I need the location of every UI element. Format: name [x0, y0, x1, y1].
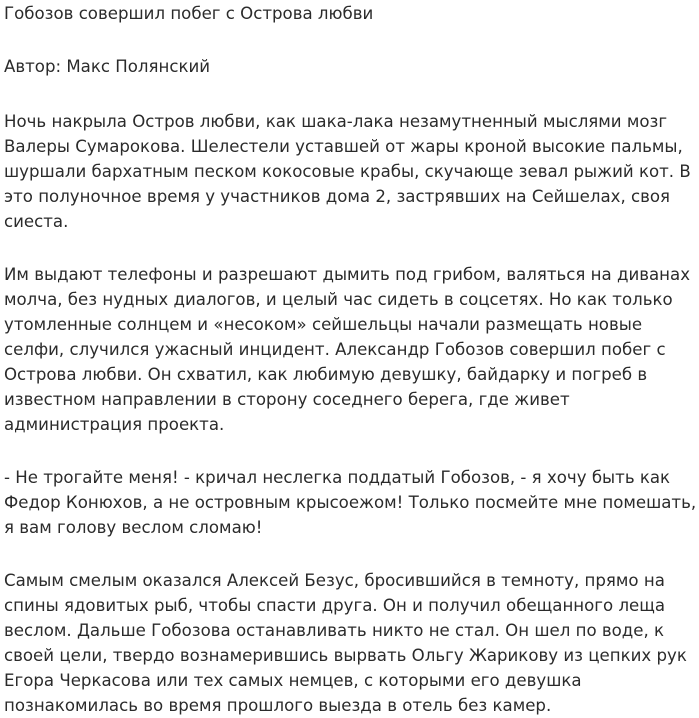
article-paragraph: Самым смелым оказался Алексей Безус, бросившийся в темноту, прямо на спины ядовитых рыб, чтобы спасти друга. Он и получил обещанного леща веслом. Дальше Гобозова останавливать никто не стал. Он шел по воде, к своей цели, твердо вознамерившись вырвать Ольгу Жарикову из цепких рук Егора Черкасова или тех самых немцев, с которыми его девушка познакомилась во время прошлого выезда в отель без камер. — [4, 571, 687, 715]
article-paragraph: - Не трогайте меня! - кричал неслегка поддатый Гобозов, - я хочу быть как Федор Конюхов, а не островным крысоежом! Только посмейте мне помешать, я вам голову веслом сломаю! — [4, 468, 697, 537]
article-title: Гобозов совершил побег с Острова любви — [4, 4, 374, 23]
article-author: Автор: Макс Полянский — [4, 57, 211, 76]
article — [4, 0, 698, 718]
article-paragraph: Ночь накрыла Остров любви, как шака-лака незамутненный мыслями мозг Валеры Сумарокова. Шелестели уставшей от жары кроной высокие пальмы, шуршали бархатным песком кокосовые крабы, скучающе зевал рыжий кот. В это полуночное время у участников дома 2, застрявших на Сейшелах, своя сиеста. — [4, 112, 691, 231]
article-paragraph: Им выдают телефоны и разрешают дымить под грибом, валяться на диванах молча, без нудных диалогов, и целый час сидеть в соцсетях. Но как только утомленные солнцем и «несоком» сейшельцы начали размещать новые селфи, случился ужасный инцидент. Александр Гобозов совершил побег с Острова любви. Он схватил, как любимую девушку, байдарку и погреб в известном направлении в сторону соседнего берега, где живет администрация проекта. — [4, 265, 691, 434]
